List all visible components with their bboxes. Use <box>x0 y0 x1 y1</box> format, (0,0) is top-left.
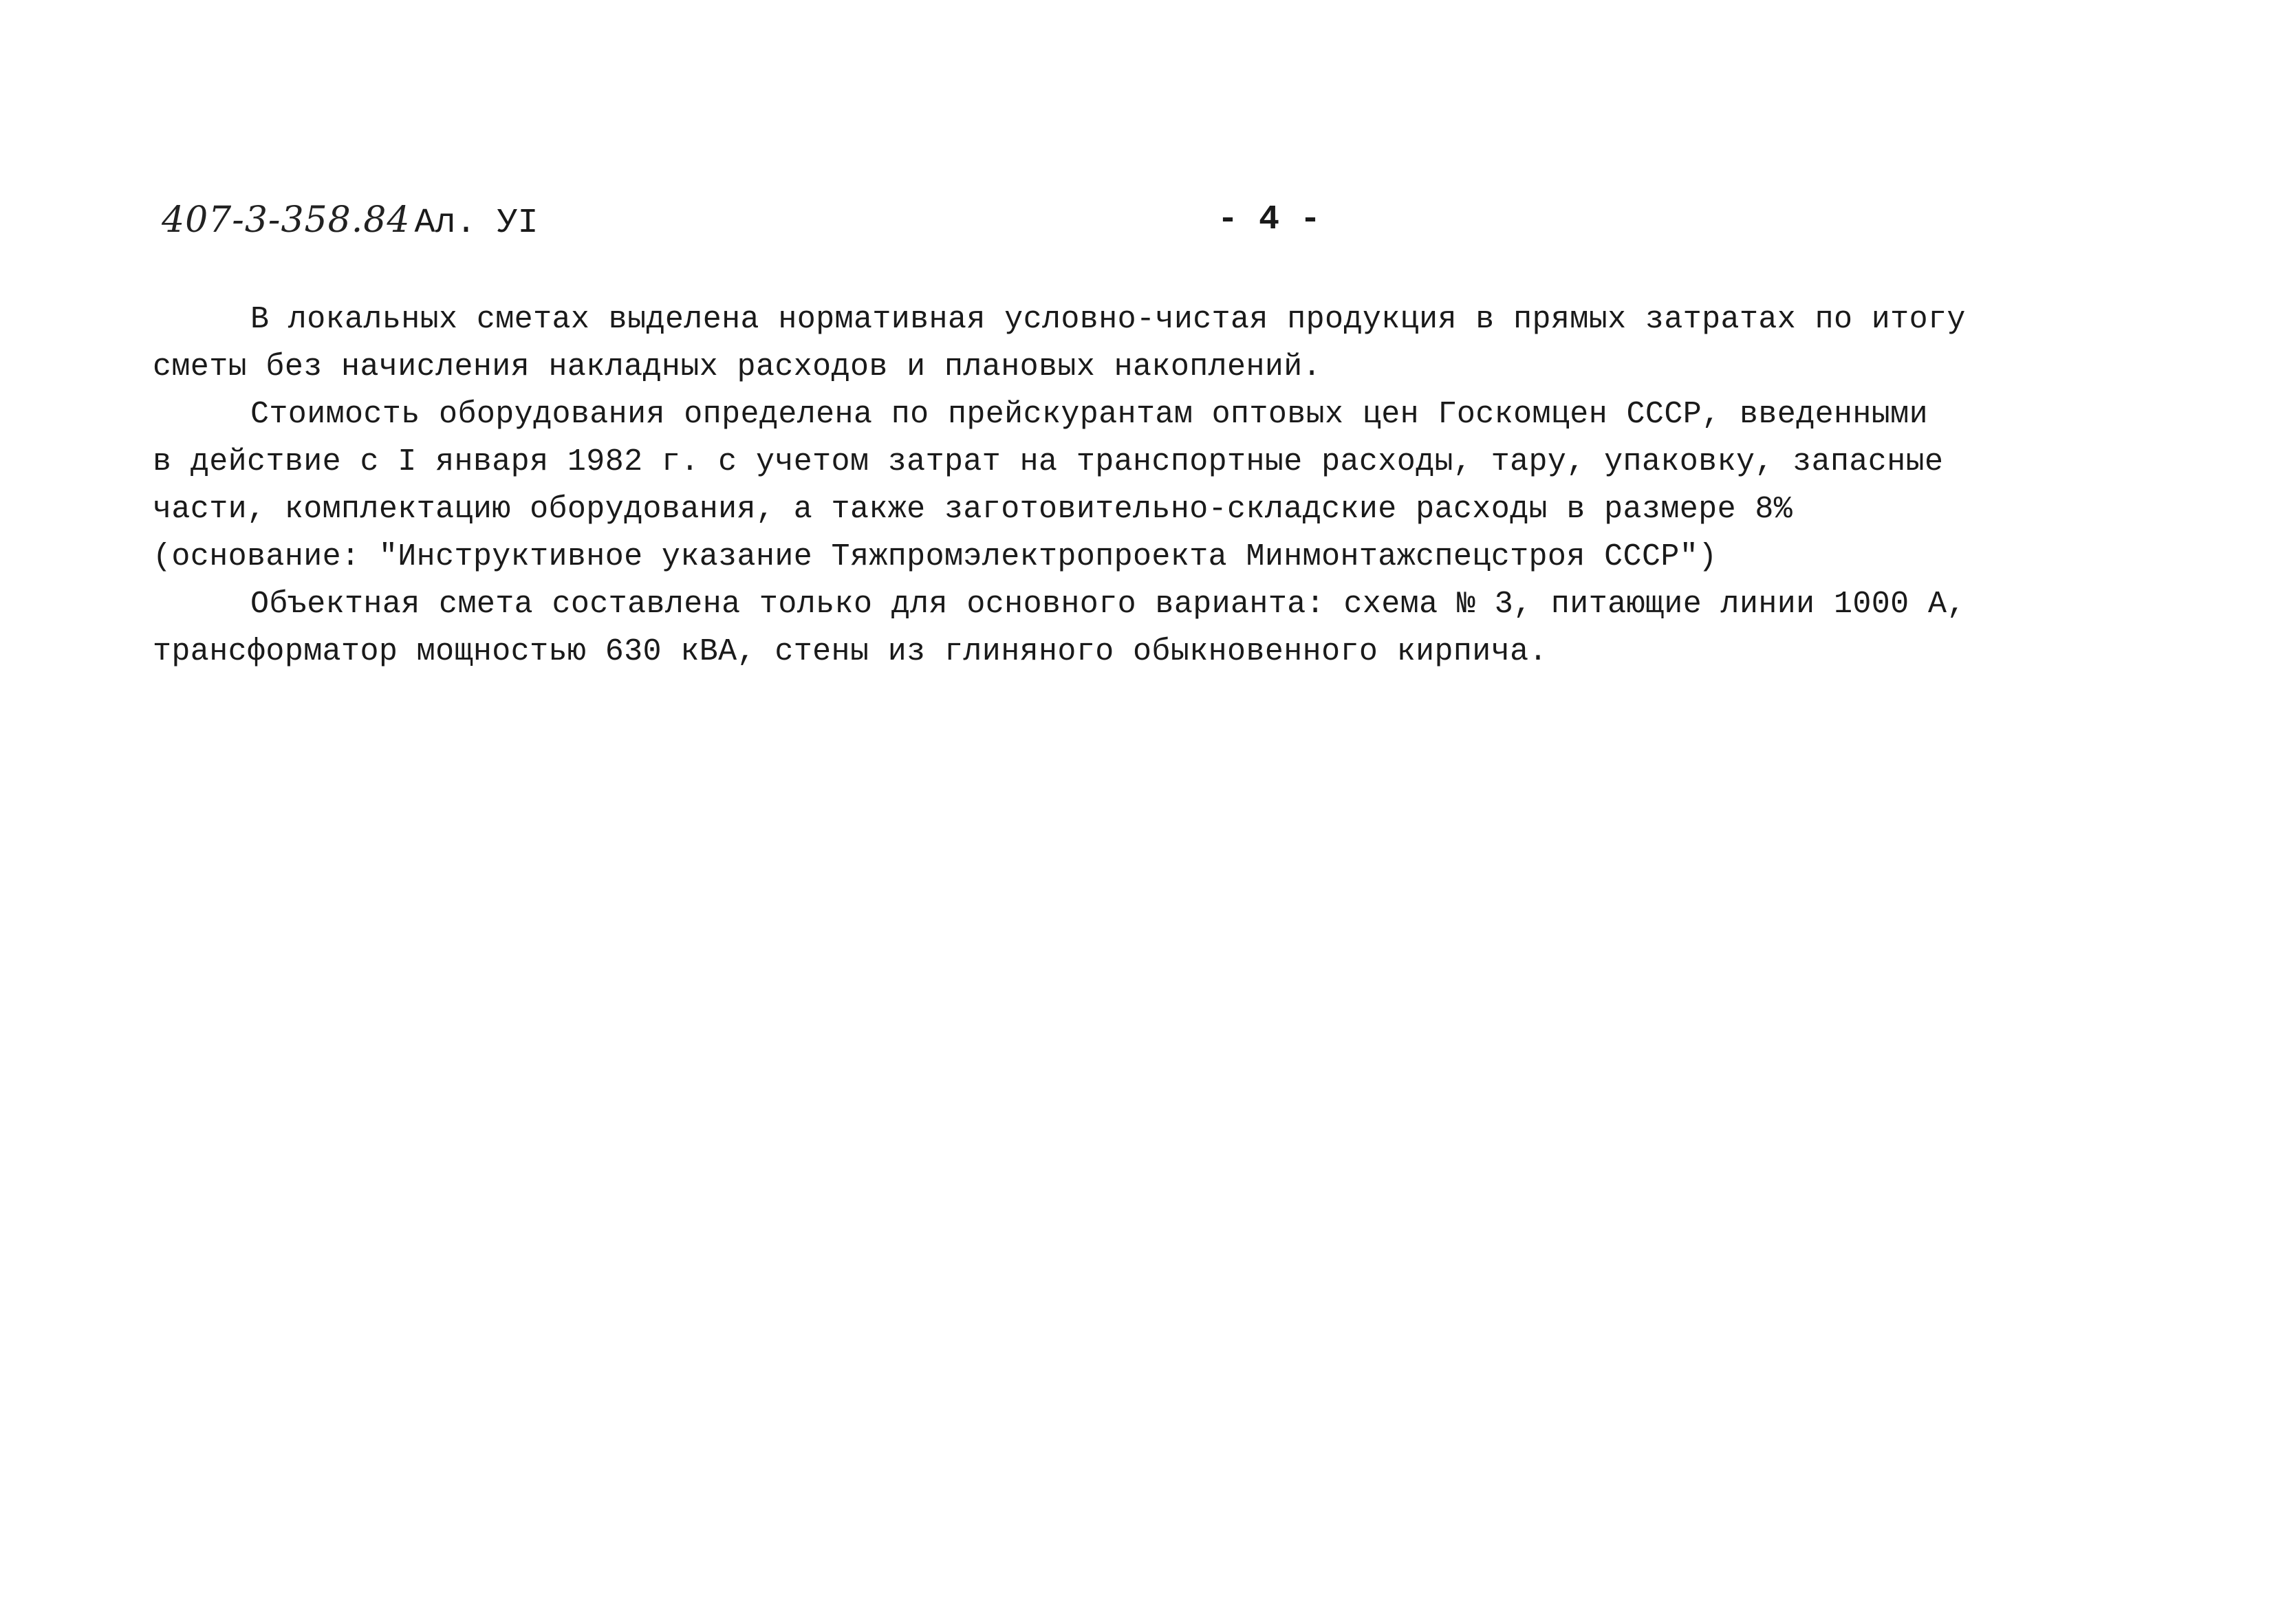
paragraph-2 <box>153 391 2010 581</box>
text-line: В локальных сметах выделена нормативная условно-чистая продукция в прямых затратах по итогу <box>250 302 1966 337</box>
text-line: части, комплектацию оборудования, а также заготовительно-складские расходы в размере 8% <box>153 492 1793 527</box>
paragraph-1 <box>153 296 2010 391</box>
handwritten-code: 407-3-358.84 <box>162 199 411 241</box>
page-number: - 4 - <box>1217 200 1321 239</box>
page-header <box>162 193 2112 248</box>
text-line: в действие с I января 1982 г. с учетом затрат на транспортные расходы, тару, упаковку, запасные <box>153 444 1944 479</box>
paragraph-3 <box>153 581 2010 675</box>
document-body <box>153 296 2010 675</box>
text-line: Стоимость оборудования определена по прейскурантам оптовых цен Госкомцен СССР, введенными <box>250 397 1928 432</box>
text-line: трансформатор мощностью 630 кВА, стены из глиняного обыкновенного кирпича. <box>153 634 1548 669</box>
text-line: сметы без начисления накладных расходов и плановых накоплений. <box>153 349 1322 385</box>
text-line: Объектная смета составлена только для основного варианта: схема № 3, питающие линии 1000 А, <box>250 587 1966 622</box>
document-code <box>162 193 538 257</box>
text-line: (основание: "Инструктивное указание Тяжпромэлектропроекта Минмонтажспецстроя СССР") <box>153 539 1718 574</box>
album-number: Ал. УI <box>414 204 539 243</box>
